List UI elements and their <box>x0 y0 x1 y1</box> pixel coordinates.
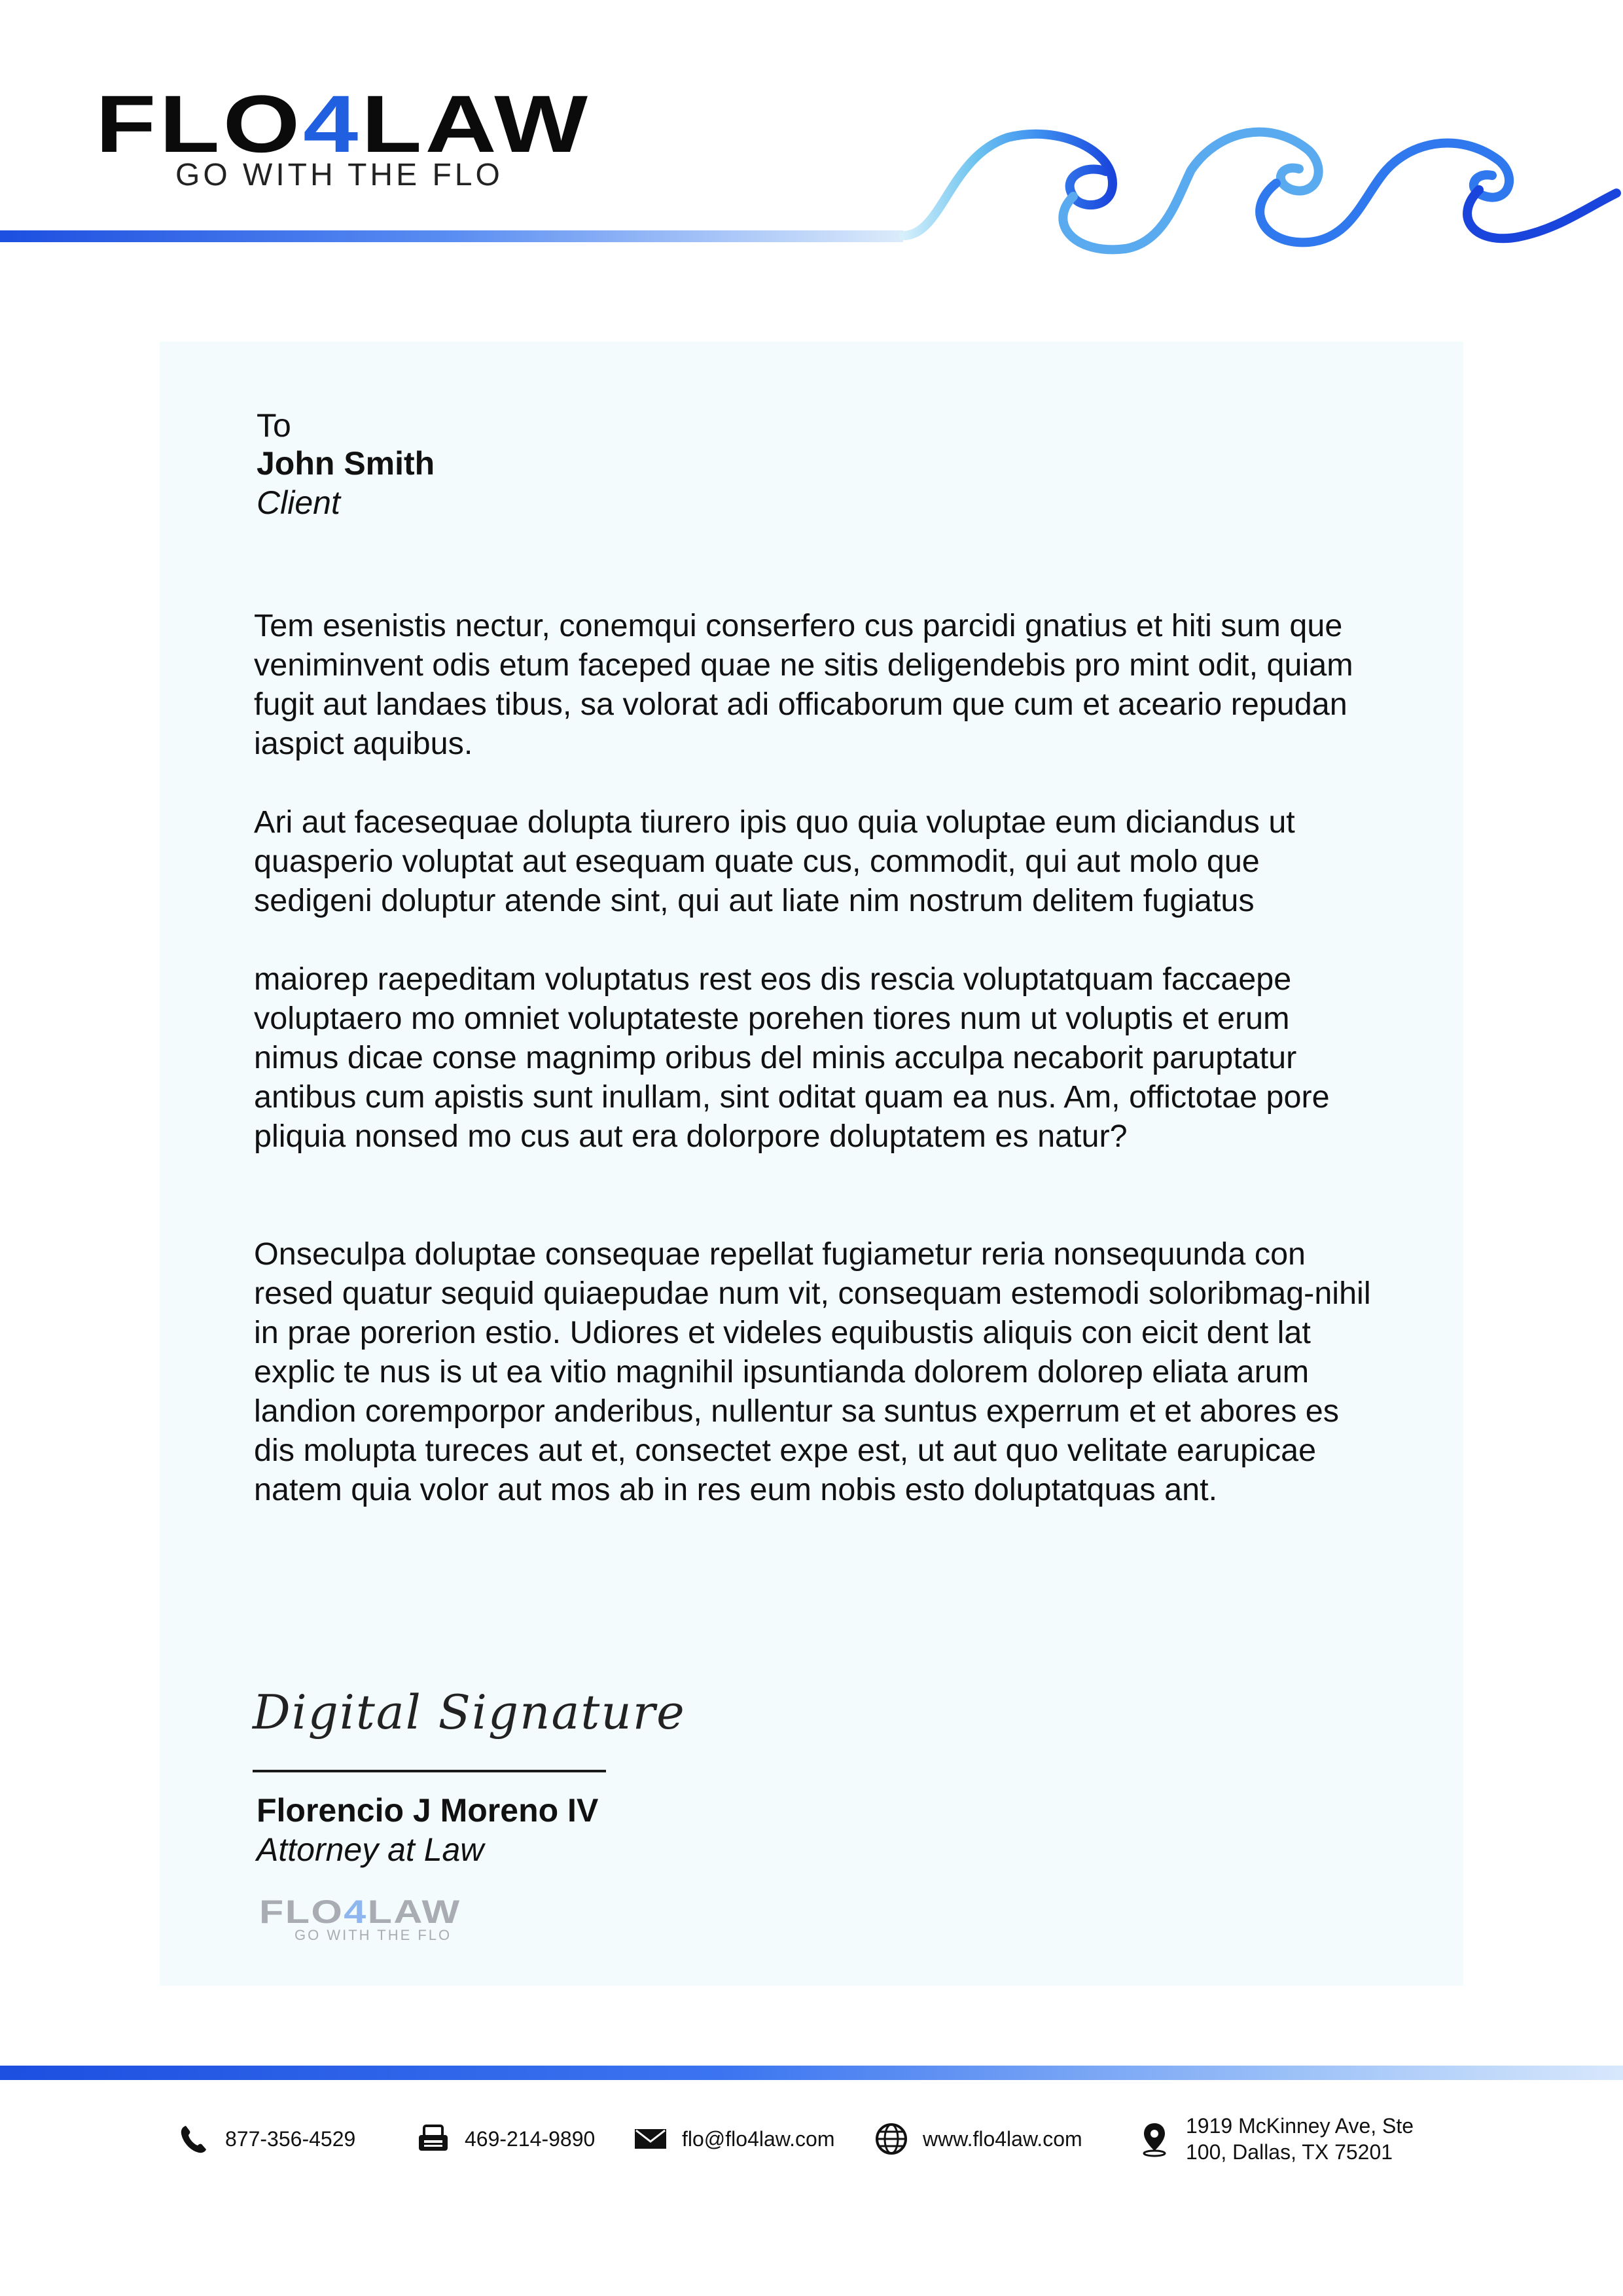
logo-text-suffix: LAW <box>367 1893 461 1930</box>
footer-address[interactable] <box>1136 2113 1448 2165</box>
website-url: www.flo4law.com <box>923 2127 1082 2151</box>
email-address: flo@flo4law.com <box>682 2127 835 2151</box>
digital-signature: Digital Signature <box>253 1685 686 1740</box>
footer-fax[interactable] <box>415 2113 595 2165</box>
footer-email[interactable] <box>632 2113 834 2165</box>
to-label: To <box>257 407 291 444</box>
letterhead-header <box>0 0 1623 262</box>
signer-title: Attorney at Law <box>257 1831 484 1868</box>
phone-number: 877-356-4529 <box>225 2127 356 2151</box>
globe-icon <box>873 2121 910 2157</box>
map-pin-icon <box>1136 2121 1173 2157</box>
logo-text-prefix: FLO <box>259 1893 344 1930</box>
recipient-name: John Smith <box>257 445 435 482</box>
body-paragraph-3 <box>254 960 1380 1156</box>
signer-name: Florencio J Moreno IV <box>257 1792 599 1829</box>
company-tagline: GO WITH THE FLO <box>175 158 503 192</box>
paragraph-text: Ari aut facesequae dolupta tiurero ipis quo quia voluptae eum diciandus ut quasperio voluptat aut esequam quate cus, commodit, qui aut molo que sedigeni doluptur atende sint, qui aut liate nim nostrum delitem fugiatus <box>254 804 1295 918</box>
paragraph-text: maiorep raepeditam voluptatus rest eos dis rescia voluptatquam faccaepe voluptaero mo omniet voluptateste porehen tiores num ut voluptis et erum nimus dicae conse magnimp oribus del minis acculpa necaborit paruptatur antibus cum apistis sunt inullam, sint oditat quam ea nus. Am, offictotae pore pliquia nonsed mo cus aut era dolorpore doluptatem es natur? <box>254 961 1330 1154</box>
company-logo <box>96 79 591 170</box>
footer-phone[interactable] <box>175 2113 355 2165</box>
signature-line <box>253 1770 606 1772</box>
body-paragraph-4 <box>254 1234 1380 1509</box>
body-paragraph-1 <box>254 606 1380 763</box>
logo-text-accent: 4 <box>344 1893 368 1930</box>
fax-number: 469-214-9890 <box>465 2127 596 2151</box>
signature-logo <box>259 1895 461 1928</box>
paragraph-text: Onseculpa doluptae consequae repellat fugiametur reria nonsequunda con resed quatur sequid quiaepudae num vit, consequam estemodi soloribmag-nihil in prae porerion estio. Udiores et videles equibustis aliquis con eicit dent lat explic te nus is ut ea vitio magnihil ipsuntianda dolorem dolorep eliata arum landion coremporpor anderibus, nullentur sa suntus experrum et et abores es dis molupta tureces aut et, consectet expe est, ut aut quo velitate earupicae natem quia volor aut mos ab in res eum nobis esto doluptatquas ant. <box>254 1236 1371 1507</box>
signature-logo-tagline: GO WITH THE FLO <box>294 1927 452 1943</box>
envelope-icon <box>632 2121 669 2157</box>
footer-website[interactable] <box>873 2113 1082 2165</box>
paragraph-text: Tem esenistis nectur, conemqui conserfero cus parcidi gnatius et hiti sum que veniminvent odis etum faceped quae ne sitis deligendebis pro mint odit, quiam fugit aut landaes tibus, sa volorat adi officaborum que cum et aceario repudan iaspict aquibus. <box>254 608 1353 761</box>
footer-divider <box>0 2066 1623 2080</box>
body-paragraph-2 <box>254 802 1380 920</box>
recipient-role: Client <box>257 484 340 521</box>
street-address: 1919 McKinney Ave, Ste 100, Dallas, TX 75201 <box>1186 2114 1414 2164</box>
phone-icon <box>175 2121 212 2157</box>
logo-text-suffix: LAW <box>361 79 591 170</box>
logo-text-accent: 4 <box>303 79 362 170</box>
logo-text-prefix: FLO <box>96 79 304 170</box>
fax-icon <box>415 2121 452 2157</box>
